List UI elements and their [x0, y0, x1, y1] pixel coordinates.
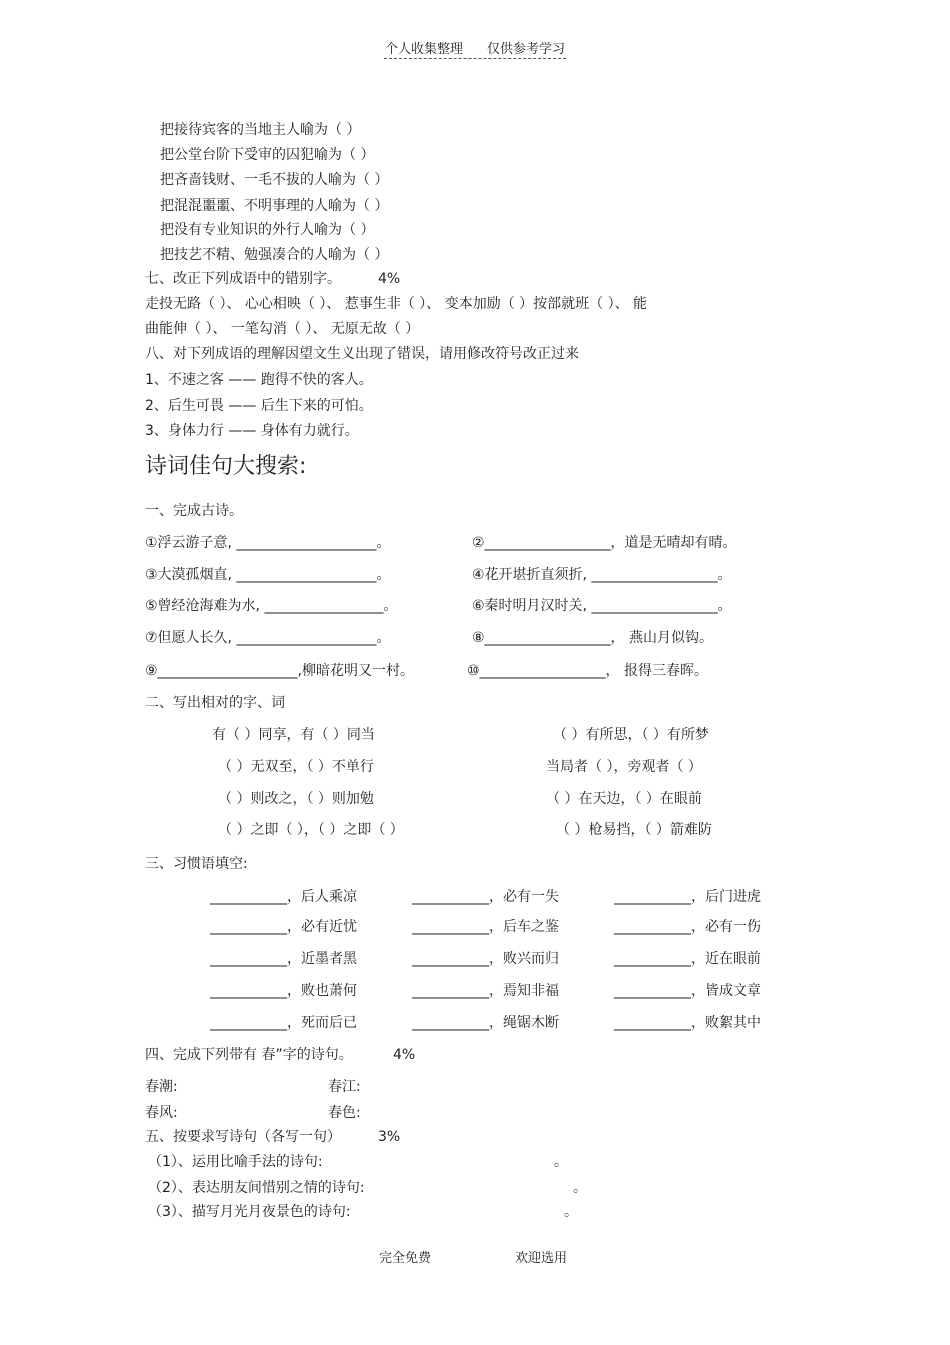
- poem-line: ⑦但愿人长久, ____________________。: [145, 630, 391, 646]
- idiom-blank: ___________，败絮其中: [614, 1015, 761, 1031]
- poetry-s1-title: 一、完成古诗。: [145, 503, 243, 519]
- pair-line: 当局者（ ），旁观者（ ）: [546, 759, 702, 775]
- idiom-blank: ___________，必有一失: [412, 889, 559, 905]
- section-8-item: 2、后生可畏 —— 后生下来的可怕。: [145, 398, 373, 414]
- metaphor-line: 把混混噩噩、不明事理的人喻为（ ）: [160, 198, 389, 214]
- poem-line: ②__________________，道是无晴却有晴。: [472, 535, 737, 551]
- poetry-s5-title: 五、按要求写诗句（各写一句）: [145, 1129, 341, 1145]
- section-7-line: 曲能伸（ ）、 一笔勾消（ ）、 无原无故（ ）: [145, 321, 420, 337]
- idiom-blank: ___________，必有一伤: [614, 919, 761, 935]
- spring-label: 春风:: [145, 1105, 178, 1121]
- pair-line: （ ）则改之，（ ）则加勉: [218, 791, 374, 807]
- poem-request-end: 。: [564, 1204, 578, 1220]
- poetry-s4-title: 四、完成下列带有 春”字的诗句。: [145, 1047, 353, 1063]
- poetry-s5-score: 3%: [378, 1129, 401, 1145]
- poem-line: ①浮云游子意, ____________________。: [145, 535, 391, 551]
- section-8-item: 1、不速之客 —— 跑得不快的客人。: [145, 372, 373, 388]
- section-8-title: 八、对下列成语的理解因望文生义出现了错误，请用修改符号改正过来: [145, 346, 579, 362]
- spring-label: 春色:: [328, 1105, 361, 1121]
- poem-line: ⑩__________________， 报得三春晖。: [467, 663, 709, 679]
- spring-label: 春潮:: [145, 1079, 178, 1095]
- poem-request: （2）、表达朋友间惜别之情的诗句:: [148, 1180, 365, 1196]
- metaphor-line: 把技艺不精、勉强凑合的人喻为（ ）: [160, 247, 389, 263]
- pair-line: （ ）有所思，（ ）有所梦: [553, 727, 709, 743]
- poem-request: （3）、描写月光月夜景色的诗句:: [148, 1204, 351, 1220]
- poem-request-end: 。: [573, 1180, 587, 1196]
- metaphor-line: 把接待宾客的当地主人喻为（ ）: [160, 122, 361, 138]
- idiom-blank: ___________，近墨者黑: [210, 951, 357, 967]
- poem-request: （1）、运用比喻手法的诗句:: [148, 1154, 323, 1170]
- pair-line: （ ）无双至，（ ）不单行: [218, 759, 374, 775]
- section-7-score: 4%: [378, 271, 401, 287]
- poem-line: ⑥秦时明月汉时关, __________________。: [472, 598, 732, 614]
- poem-line: ③大漠孤烟直, ____________________。: [145, 567, 391, 583]
- pair-line: 有（ ）同享，有（ ）同当: [212, 727, 375, 743]
- idiom-blank: ___________，后车之鉴: [412, 919, 559, 935]
- footer-left: 完全免费: [379, 1251, 432, 1266]
- header-left: 个人收集整理: [384, 42, 463, 57]
- poetry-s3-title: 三、习惯语填空:: [145, 856, 248, 872]
- page-header: [0, 41, 950, 59]
- idiom-blank: ___________，死而后已: [210, 1015, 357, 1031]
- idiom-blank: ___________，皆成文章: [614, 983, 761, 999]
- spring-label: 春江:: [328, 1079, 361, 1095]
- poem-line: ④花开堪折直须折, __________________。: [472, 567, 732, 583]
- idiom-blank: ___________，必有近忧: [210, 919, 357, 935]
- idiom-blank: ___________，焉知非福: [412, 983, 559, 999]
- section-7-line: 走投无路（ ）、 心心相映（ ）、 惹事生非（ ）、 变本加励（ ）按部就班（ ）、 能: [145, 296, 648, 312]
- poem-line: ⑧__________________， 燕山月似钩。: [472, 630, 714, 646]
- poetry-s4-score: 4%: [393, 1047, 416, 1063]
- idiom-blank: ___________，败兴而归: [412, 951, 559, 967]
- poetry-s2-title: 二、写出相对的字、词: [145, 695, 285, 711]
- idiom-blank: ___________，败也萧何: [210, 983, 357, 999]
- metaphor-line: 把公堂台阶下受审的囚犯喻为（ ）: [160, 147, 375, 163]
- idiom-blank: ___________，后门进虎: [614, 889, 761, 905]
- pair-line: （ ）在天边，（ ）在眼前: [546, 791, 702, 807]
- poem-line: ⑨____________________,柳暗花明又一村。: [145, 663, 415, 679]
- header-right: 仅供参考学习: [487, 42, 566, 57]
- poetry-heading: 诗词佳句大搜索:: [145, 454, 307, 479]
- idiom-blank: ___________，后人乘凉: [210, 889, 357, 905]
- pair-line: （ ）枪易挡，（ ）箭难防: [556, 822, 712, 838]
- poem-line: ⑤曾经沧海难为水, _________________。: [145, 598, 398, 614]
- section-8-item: 3、身体力行 —— 身体有力就行。: [145, 423, 359, 439]
- metaphor-line: 把吝啬钱财、一毛不拔的人喻为（ ）: [160, 172, 389, 188]
- idiom-blank: ___________，绳锯木断: [412, 1015, 559, 1031]
- idiom-blank: ___________，近在眼前: [614, 951, 761, 967]
- metaphor-line: 把没有专业知识的外行人喻为（ ）: [160, 222, 375, 238]
- pair-line: （ ）之即（ ），（ ）之即（ ）: [218, 822, 404, 838]
- section-7-title: 七、改正下列成语中的错别字。: [145, 271, 341, 287]
- footer-right: 欢迎选用: [515, 1251, 568, 1266]
- poem-request-end: 。: [554, 1154, 568, 1170]
- header-divider: [384, 58, 566, 59]
